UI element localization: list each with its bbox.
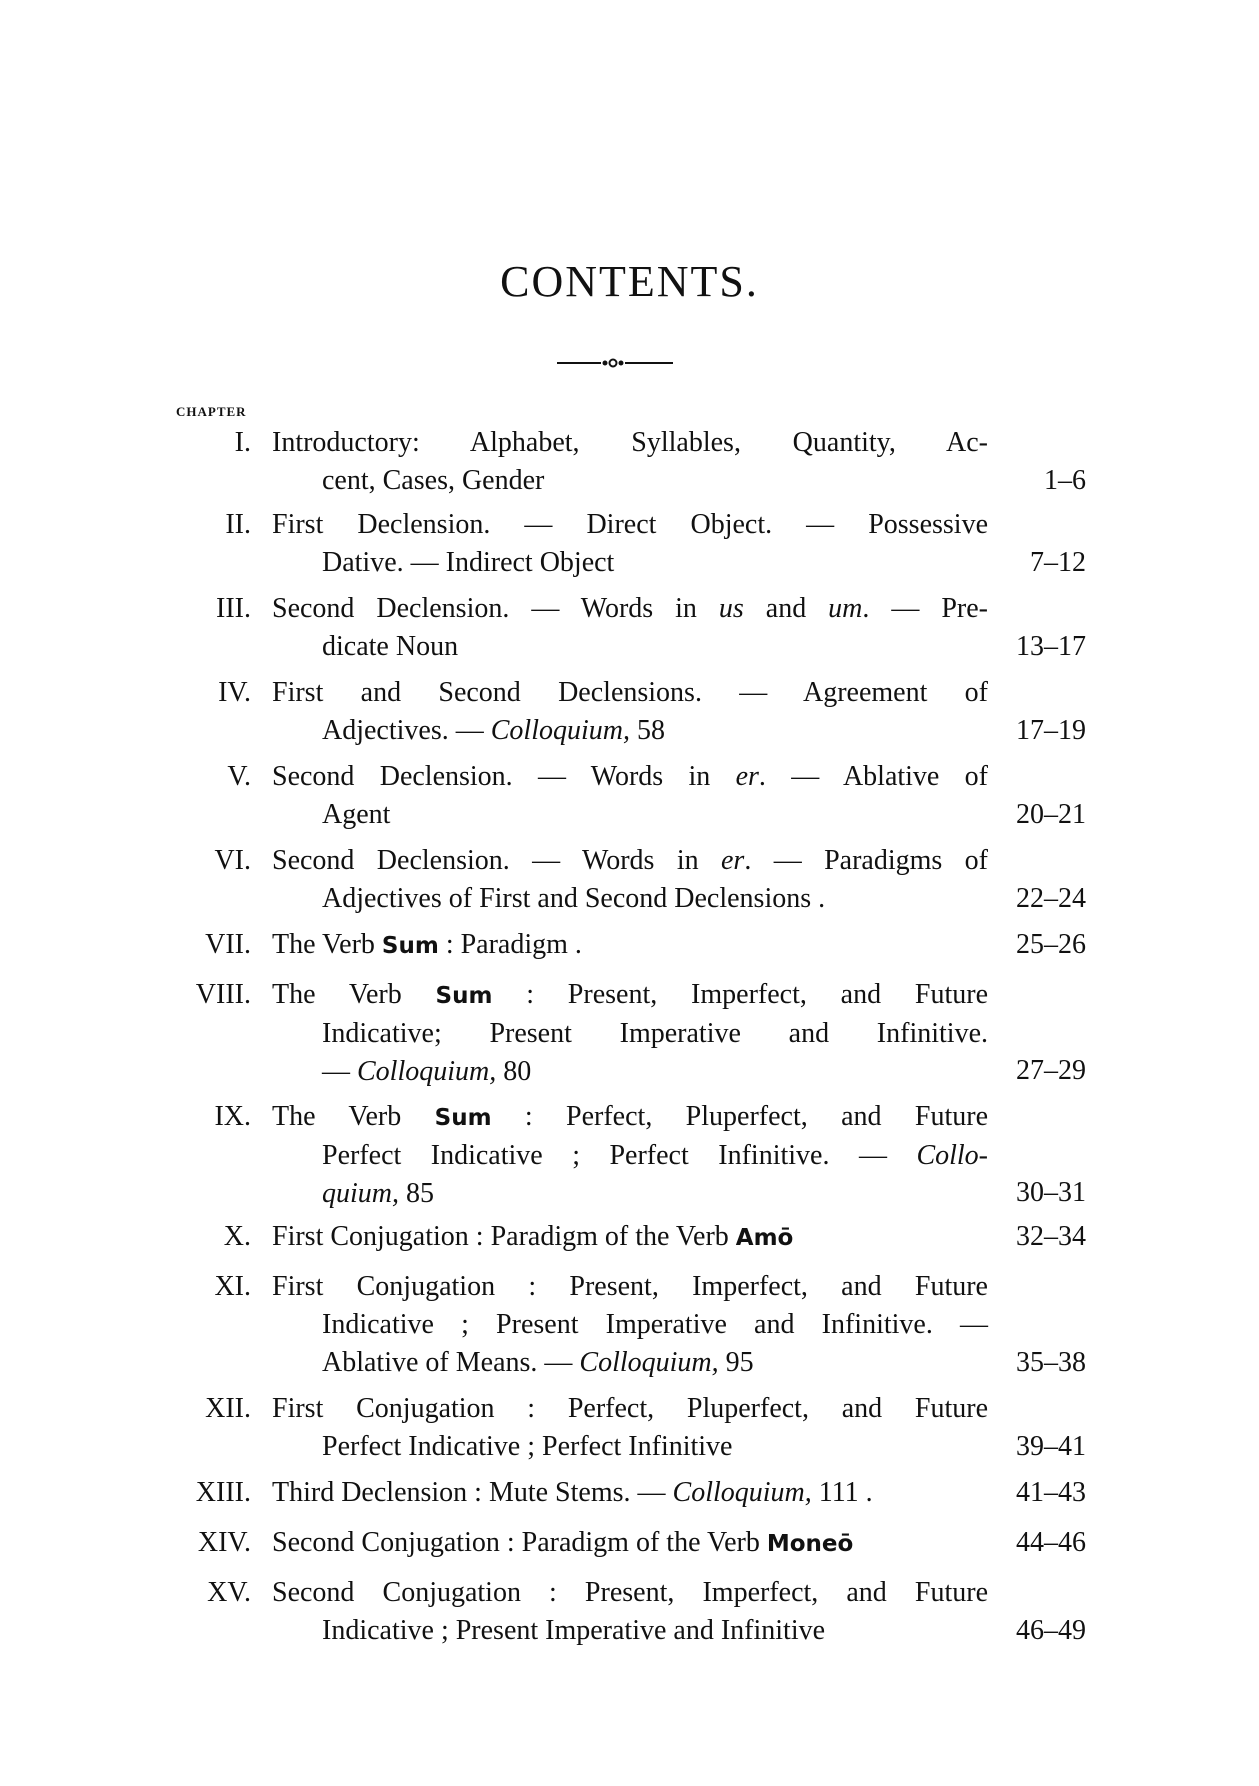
- chapter-title: [272, 758, 988, 834]
- chapter-title-line: [272, 590, 988, 628]
- page-range: 13–17: [1016, 631, 1086, 662]
- page-range: 32–34: [1016, 1221, 1086, 1252]
- chapter-title-line: [272, 1612, 988, 1650]
- title-text: Ablative of Means. —: [322, 1347, 580, 1378]
- toc-entry: [0, 842, 1259, 918]
- chapter-title-line: [272, 462, 988, 500]
- title-text: First Conjugation : Perfect, Pluperfect, and Future: [272, 1393, 988, 1424]
- toc-entry: [0, 1474, 1259, 1512]
- chapter-numeral: XIV.: [197, 1527, 251, 1558]
- title-text: : Paradigm .: [438, 929, 582, 960]
- italic-term: er: [735, 761, 759, 792]
- chapter-numeral: I.: [234, 427, 251, 458]
- chapter-title: [272, 424, 988, 500]
- chapter-numeral: XV.: [207, 1577, 251, 1608]
- page-title: CONTENTS.: [500, 257, 759, 306]
- chapter-title-line: [272, 758, 988, 796]
- page-range: 25–26: [1016, 929, 1086, 960]
- bold-term: Sum: [381, 933, 439, 959]
- title-text: First Conjugation : Present, Imperfect, and Future: [272, 1271, 988, 1302]
- title-text: Second Conjugation : Paradigm of the Verb: [272, 1527, 767, 1558]
- chapter-title-line: [272, 544, 988, 582]
- toc-entry: [0, 1098, 1259, 1212]
- chapter-title-line: [272, 712, 988, 750]
- title-text: Indicative ; Present Imperative and Infinitive: [322, 1615, 826, 1646]
- page-range: 7–12: [1030, 547, 1086, 578]
- chapter-title: [272, 674, 988, 750]
- title-text: cent, Cases, Gender: [322, 465, 545, 496]
- chapter-title: [272, 1390, 988, 1466]
- title-text: Perfect Indicative ; Perfect Infinitive: [322, 1431, 733, 1462]
- toc-entry: [0, 1524, 1259, 1562]
- title-text: First and Second Declensions. — Agreement of: [272, 677, 988, 708]
- title-text: 95: [718, 1347, 754, 1378]
- title-text: Second Declension. — Words in: [272, 761, 736, 792]
- title-text: : Present, Imperfect, and Future: [492, 979, 988, 1010]
- chapter-numeral: V.: [227, 761, 251, 792]
- title-text: and: [743, 593, 829, 624]
- toc-entry: [0, 1390, 1259, 1466]
- title-text: First Declension. — Direct Object. — Possessive: [272, 509, 988, 540]
- chapter-title-line: [272, 1306, 988, 1344]
- bold-term: Sum: [435, 983, 493, 1009]
- chapter-title-line: [272, 1268, 988, 1306]
- chapter-numeral: VI.: [214, 845, 251, 876]
- chapter-title-line: [272, 1574, 988, 1612]
- chapter-numeral: III.: [216, 593, 251, 624]
- chapter-title-line: [272, 628, 988, 666]
- title-text: Dative. — Indirect Object: [322, 547, 615, 578]
- page-range: 39–41: [1016, 1431, 1086, 1462]
- page-range: 20–21: [1016, 799, 1086, 830]
- chapter-title-line: [272, 1015, 988, 1053]
- toc-entry: [0, 1218, 1259, 1256]
- chapter-title-line: [272, 1428, 988, 1466]
- bold-term: Sum: [434, 1105, 492, 1131]
- title-text: Adjectives. —: [322, 715, 491, 746]
- title-text: The Verb: [272, 929, 382, 960]
- chapter-title: [272, 590, 988, 666]
- italic-term: quium,: [322, 1178, 399, 1209]
- title-text: Adjectives of First and Second Declensions .: [322, 883, 826, 914]
- italic-term: er: [720, 845, 745, 876]
- title-text: Indicative; Present Imperative and Infinitive.: [322, 1018, 988, 1049]
- bold-term: Moneō: [766, 1531, 854, 1557]
- page-range: 22–24: [1016, 883, 1086, 914]
- title-text: 85: [399, 1178, 434, 1209]
- page-range: 41–43: [1016, 1477, 1086, 1508]
- title-text: 58: [629, 715, 665, 746]
- page-range: 1–6: [1044, 465, 1086, 496]
- title-text: . — Ablative of: [758, 761, 988, 792]
- page-range: 27–29: [1016, 1055, 1086, 1086]
- title-text: Agent: [322, 799, 391, 830]
- italic-term: Colloquium,: [490, 715, 630, 746]
- chapter-numeral: X.: [223, 1221, 251, 1252]
- title-text: dicate Noun: [322, 631, 459, 662]
- chapter-title: [272, 1218, 988, 1257]
- chapter-title-line: [272, 424, 988, 462]
- chapter-numeral: VIII.: [195, 979, 251, 1010]
- toc-entry: [0, 926, 1259, 964]
- page-range: 17–19: [1016, 715, 1086, 746]
- chapter-title-line: [272, 506, 988, 544]
- chapter-title-line: [272, 796, 988, 834]
- toc-entry: [0, 424, 1259, 500]
- title-text: Second Conjugation : Present, Imperfect, and Future: [272, 1577, 988, 1608]
- title-text: The Verb: [272, 979, 436, 1010]
- chapter-title-line: [272, 880, 988, 918]
- chapter-title: [272, 506, 988, 582]
- chapter-title: [272, 1574, 988, 1650]
- chapter-title: [272, 926, 988, 965]
- toc-entry: [0, 1574, 1259, 1650]
- title-text: Introductory: Alphabet, Syllables, Quantity, Ac-: [272, 427, 988, 458]
- chapter-numeral: IX.: [214, 1101, 251, 1132]
- toc-entry: [0, 758, 1259, 834]
- title-text: . — Paradigms of: [744, 845, 988, 876]
- chapter-numeral: XI.: [214, 1271, 251, 1302]
- title-text: Perfect Indicative ; Perfect Infinitive. —: [322, 1140, 917, 1171]
- page-range: 46–49: [1016, 1615, 1086, 1646]
- title-text: Second Declension. — Words in: [272, 593, 719, 624]
- title-text: . — Pre-: [862, 593, 988, 624]
- chapter-title-line: [272, 1524, 988, 1563]
- chapter-title-line: [272, 842, 988, 880]
- title-text: 80: [496, 1056, 532, 1087]
- chapter-title: [272, 1524, 988, 1563]
- toc-entry: [0, 590, 1259, 666]
- chapter-title: [272, 1268, 988, 1382]
- title-text: The Verb: [272, 1101, 435, 1132]
- chapter-title-line: [272, 1344, 988, 1382]
- title-text: Second Declension. — Words in: [272, 845, 721, 876]
- title-text: Indicative ; Present Imperative and Infinitive. —: [322, 1309, 988, 1340]
- chapter-numeral: VII.: [205, 929, 251, 960]
- chapter-column-heading: CHAPTER: [176, 404, 247, 419]
- chapter-title: [272, 1474, 988, 1512]
- italic-term: Collo-: [916, 1140, 988, 1171]
- title-text: : Perfect, Pluperfect, and Future: [491, 1101, 988, 1132]
- title-text: —: [322, 1056, 357, 1087]
- bold-term: Amō: [735, 1225, 794, 1251]
- toc-entry: [0, 1268, 1259, 1382]
- toc-entry: [0, 976, 1259, 1090]
- toc-entry: [0, 674, 1259, 750]
- chapter-title-line: [272, 976, 988, 1015]
- chapter-numeral: II.: [225, 509, 251, 540]
- page-range: 30–31: [1016, 1177, 1086, 1208]
- italic-term: Colloquium,: [357, 1056, 497, 1087]
- chapter-numeral: XIII.: [195, 1477, 251, 1508]
- title-text: 111 .: [811, 1477, 873, 1508]
- page-range: 35–38: [1016, 1347, 1086, 1378]
- italic-term: Colloquium,: [672, 1477, 812, 1508]
- chapter-numeral: XII.: [205, 1393, 251, 1424]
- chapter-title-line: [272, 1098, 988, 1137]
- chapter-title: [272, 842, 988, 918]
- italic-term: us: [718, 593, 744, 624]
- chapter-title-line: [272, 1474, 988, 1512]
- chapter-title-line: [272, 674, 988, 712]
- chapter-title-line: [272, 1137, 988, 1175]
- title-text: Third Declension : Mute Stems. —: [272, 1477, 673, 1508]
- chapter-title-line: [272, 1053, 988, 1091]
- title-text: First Conjugation : Paradigm of the Verb: [272, 1221, 736, 1252]
- toc-entry: [0, 506, 1259, 582]
- page-range: 44–46: [1016, 1527, 1086, 1558]
- ornament-rule-icon: [555, 356, 675, 370]
- chapter-title: [272, 976, 988, 1091]
- italic-term: Colloquium,: [579, 1347, 719, 1378]
- chapter-title-line: [272, 1218, 988, 1257]
- chapter-title-line: [272, 1390, 988, 1428]
- chapter-title: [272, 1098, 988, 1213]
- italic-term: um: [828, 593, 863, 624]
- chapter-numeral: IV.: [218, 677, 251, 708]
- chapter-title-line: [272, 926, 988, 965]
- chapter-title-line: [272, 1175, 988, 1213]
